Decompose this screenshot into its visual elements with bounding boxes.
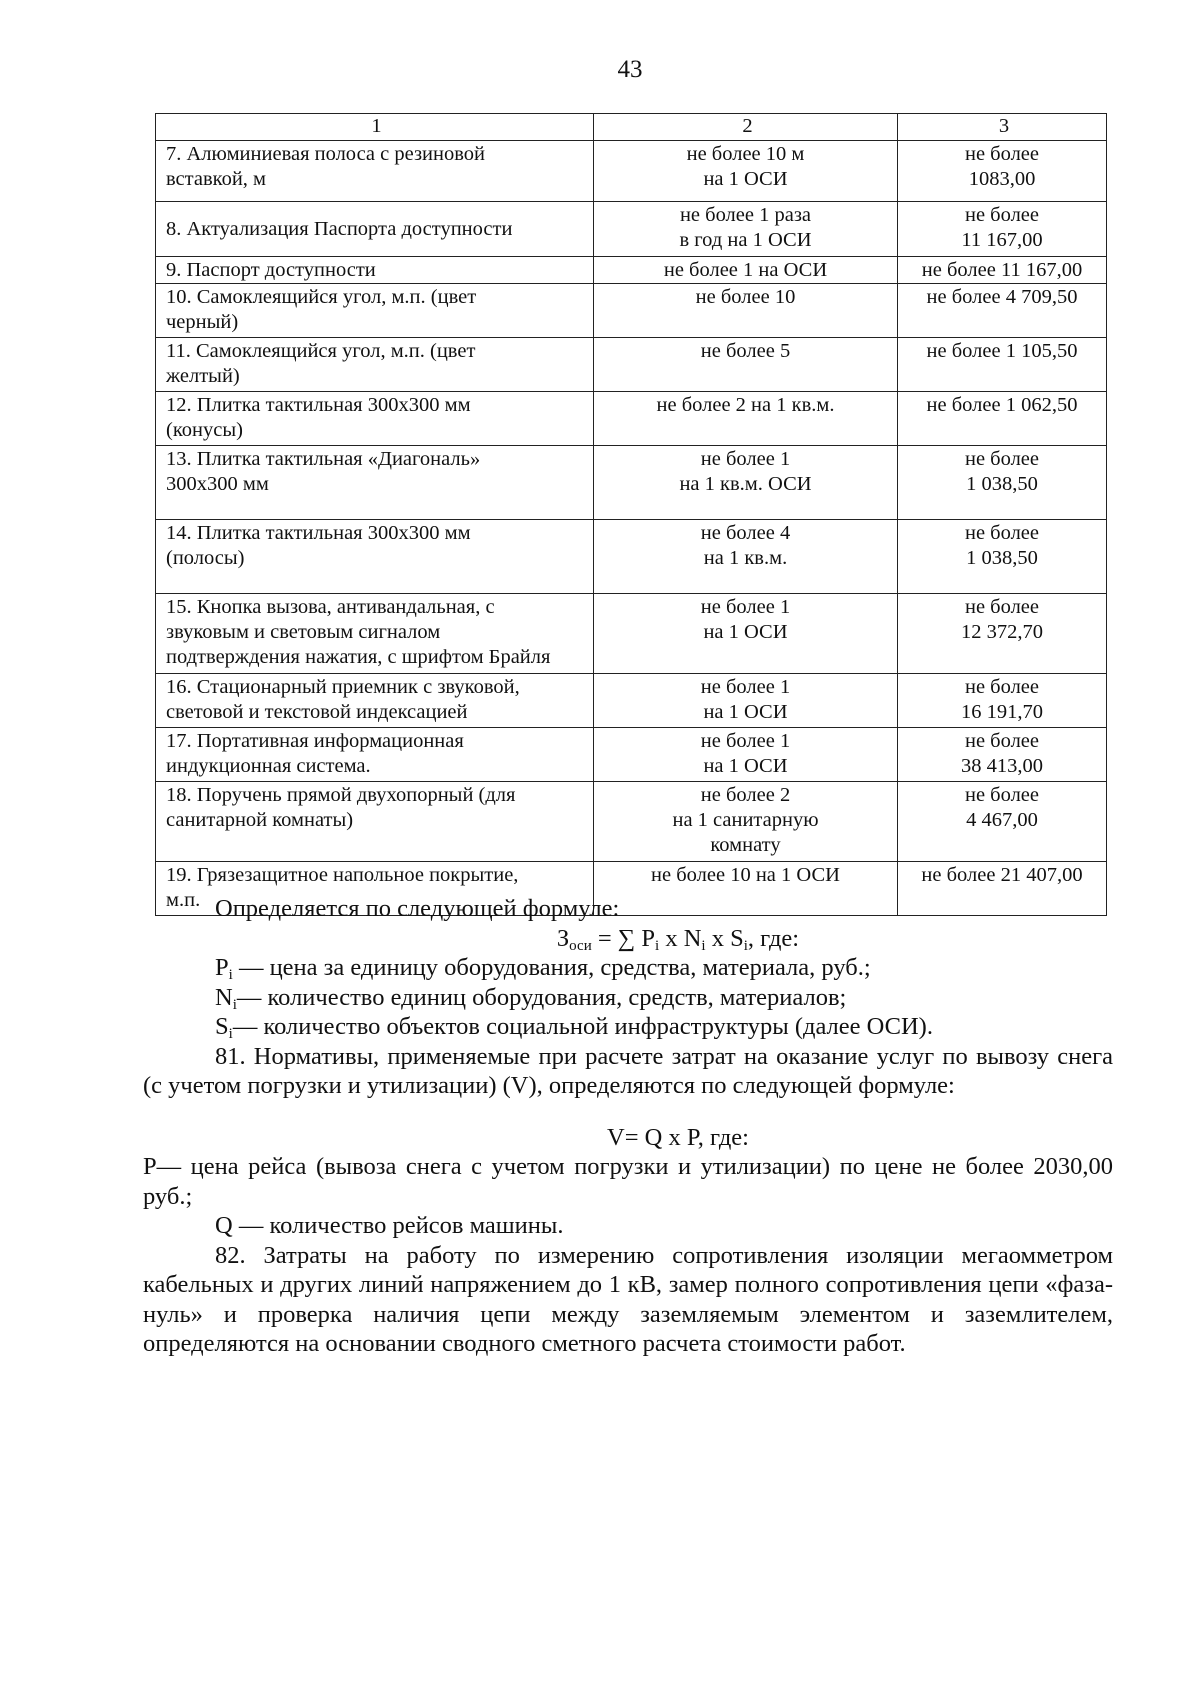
cell-line: 1083,00 xyxy=(968,168,1036,190)
table-row xyxy=(156,284,1107,338)
cell-line: 16 191,70 xyxy=(961,701,1043,723)
table-row xyxy=(156,728,1107,782)
cell-line: комнату xyxy=(710,834,781,856)
table-cell-col-2 xyxy=(594,594,898,674)
cell-line: 13. Плитка тактильная «Диагональ» xyxy=(166,448,481,470)
definition-n: $N_i—$ количество единиц оборудования, средств, материалов; xyxy=(215,983,847,1013)
table-cell-col-1 xyxy=(156,141,594,202)
cell-line: не более xyxy=(964,676,1040,698)
table-row xyxy=(156,594,1107,674)
cell-line: не более 1 на ОСИ xyxy=(663,259,828,281)
paragraph-82: 82. Затраты на работу по измерению сопротивления изоляции мегаомметром кабельных и других линий напряжением до 1 кВ, замер полного сопротивления цепи «фаза-нуль» и проверка наличия цепи между заземляемым элементом и заземлителем, определяются на основании сводного сметного расчета стоимости работ. xyxy=(143,1241,1113,1357)
cell-line: 11. Самоклеящийся угол, м.п. (цвет xyxy=(166,340,476,362)
table-cell-col-3 xyxy=(898,284,1107,338)
table-cell-col-1 xyxy=(156,446,594,520)
cell-line: не более xyxy=(964,784,1040,806)
cell-line: не более 10 м xyxy=(686,143,805,165)
table-row xyxy=(156,257,1107,284)
table-cell-col-1 xyxy=(156,674,594,728)
cell-line: не более 11 167,00 xyxy=(921,259,1083,281)
header-col-3: 3 xyxy=(898,114,1107,141)
table-row xyxy=(156,782,1107,862)
table-cell-col-1 xyxy=(156,728,594,782)
table-header-row xyxy=(156,114,1107,141)
table-row xyxy=(156,674,1107,728)
norms-table xyxy=(155,113,1107,916)
cell-line: на 1 ОСИ xyxy=(703,755,788,777)
cell-line: не более 10 на 1 ОСИ xyxy=(651,864,840,886)
cell-line: 12 372,70 xyxy=(961,621,1043,643)
definition-q: Q — количество рейсов машины. xyxy=(215,1212,564,1239)
cell-line: 14. Плитка тактильная 300x300 мм xyxy=(166,522,471,544)
table-cell-col-1 xyxy=(156,338,594,392)
cell-line: не более xyxy=(964,522,1040,544)
table-cell-col-3 xyxy=(898,338,1107,392)
cell-line: не более 1 062,50 xyxy=(926,394,1078,416)
cell-line: 38 413,00 xyxy=(961,755,1043,777)
cell-line: 7. Алюминиевая полоса с резиновой xyxy=(166,143,486,165)
table-cell-col-2 xyxy=(594,446,898,520)
cell-line: (конусы) xyxy=(166,419,243,441)
table-cell-col-1 xyxy=(156,392,594,446)
cell-line: на 1 ОСИ xyxy=(703,621,788,643)
table-cell-col-3 xyxy=(898,202,1107,257)
cell-line: 10. Самоклеящийся угол, м.п. (цвет xyxy=(166,286,477,308)
cell-line: индукционная система. xyxy=(166,755,371,777)
definition-price: P— цена рейса (вывоза снега с учетом погрузки и утилизации) по цене не более 2030,00 руб.; xyxy=(143,1153,1113,1210)
table-cell-col-3 xyxy=(898,446,1107,520)
table-cell-col-2 xyxy=(594,674,898,728)
cell-line: не более 1 xyxy=(700,676,791,698)
cell-line: не более 1 xyxy=(700,730,791,752)
cell-line: на 1 ОСИ xyxy=(703,168,788,190)
formula-intro: Определяется по следующей формуле: xyxy=(215,895,620,922)
cell-line: вставкой, м xyxy=(166,168,267,190)
cost-formula: $З_{оси}$ = ∑ $P_i$ x $N_i$ x $S_i$, где: xyxy=(556,924,800,954)
snow-formula: V= Q x P, где: xyxy=(607,1123,749,1151)
cell-line: 11 167,00 xyxy=(961,229,1043,251)
cell-line: черный) xyxy=(166,311,239,333)
table-cell-col-3 xyxy=(898,782,1107,862)
table-row xyxy=(156,446,1107,520)
cell-line: подтверждения нажатия, с шрифтом Брайля xyxy=(166,646,551,668)
table-cell-col-1 xyxy=(156,284,594,338)
cell-line: 300x300 мм xyxy=(166,473,269,495)
body-text xyxy=(143,894,1113,1359)
cell-line: м.п. xyxy=(166,889,201,911)
cell-line: (полосы) xyxy=(166,547,245,569)
table-row xyxy=(156,338,1107,392)
cell-line: не более xyxy=(964,143,1040,165)
cell-line: 8. Актуализация Паспорта доступности xyxy=(166,218,513,240)
cell-line: не более 10 xyxy=(695,286,796,308)
definition-p: $P_i$ — цена за единицу оборудования, средства, материала, руб.; xyxy=(215,954,871,983)
table-cell-col-3 xyxy=(898,674,1107,728)
table-row xyxy=(156,392,1107,446)
table-cell-col-2 xyxy=(594,392,898,446)
table-cell-col-1 xyxy=(156,202,594,257)
cell-line: в год на 1 ОСИ xyxy=(679,229,812,251)
cell-line: не более 5 xyxy=(700,340,791,362)
cell-line: желтый) xyxy=(166,365,240,387)
table-cell-col-3 xyxy=(898,257,1107,284)
paragraph-81: 81. Нормативы, применяемые при расчете затрат на оказание услуг по вывозу снега (с учетом погрузки и утилизации) (V), определяются по следующей формуле: xyxy=(143,1042,1113,1099)
table-row xyxy=(156,141,1107,202)
table-cell-col-2 xyxy=(594,338,898,392)
page-number: 43 xyxy=(617,56,643,83)
cell-line: не более 4 709,50 xyxy=(926,286,1078,308)
cell-line: 17. Портативная информационная xyxy=(166,730,464,752)
table-cell-col-2 xyxy=(594,257,898,284)
cell-line: на 1 ОСИ xyxy=(703,701,788,723)
table-cell-col-3 xyxy=(898,728,1107,782)
cell-line: 15. Кнопка вызова, антивандальная, с xyxy=(166,596,495,618)
cell-line: 12. Плитка тактильная 300x300 мм xyxy=(166,394,471,416)
table-cell-col-2 xyxy=(594,141,898,202)
cell-line: не более 2 на 1 кв.м. xyxy=(656,394,835,416)
cell-line: не более xyxy=(964,596,1040,618)
cell-line: световой и текстовой индексацией xyxy=(166,701,468,723)
cell-line: не более 21 407,00 xyxy=(921,864,1083,886)
table-cell-col-1 xyxy=(156,257,594,284)
table-cell-col-1 xyxy=(156,782,594,862)
cell-line: не более 1 105,50 xyxy=(926,340,1078,362)
table-cell-col-2 xyxy=(594,202,898,257)
table-cell-col-1 xyxy=(156,520,594,594)
cell-line: 19. Грязезащитное напольное покрытие, xyxy=(166,864,519,886)
definition-s: $S_i—$ количество объектов социальной инфраструктуры (далее ОСИ). xyxy=(215,1013,933,1042)
table-cell-col-1 xyxy=(156,594,594,674)
cell-line: 4 467,00 xyxy=(966,809,1038,831)
table-cell-col-2 xyxy=(594,728,898,782)
cell-line: 1 038,50 xyxy=(966,547,1038,569)
cell-line: не более 1 xyxy=(700,596,791,618)
cell-line: не более 2 xyxy=(700,784,791,806)
cell-line: не более xyxy=(964,448,1040,470)
table-cell-col-3 xyxy=(898,520,1107,594)
table-row xyxy=(156,202,1107,257)
cell-line: не более xyxy=(964,730,1040,752)
cell-line: не более 4 xyxy=(700,522,791,544)
table-cell-col-2 xyxy=(594,520,898,594)
cell-line: 16. Стационарный приемник с звуковой, xyxy=(166,676,520,698)
cell-line: на 1 кв.м. xyxy=(703,547,788,569)
cell-line: на 1 кв.м. ОСИ xyxy=(679,473,812,495)
table-cell-col-3 xyxy=(898,594,1107,674)
header-col-1: 1 xyxy=(156,114,594,141)
table-cell-col-3 xyxy=(898,141,1107,202)
cell-line: 9. Паспорт доступности xyxy=(166,259,376,281)
cell-line: звуковым и световым сигналом xyxy=(166,621,441,643)
header-col-2: 2 xyxy=(594,114,898,141)
cell-line: на 1 санитарную xyxy=(672,809,819,831)
table-cell-col-2 xyxy=(594,284,898,338)
cell-line: 1 038,50 xyxy=(966,473,1038,495)
cell-line: 18. Поручень прямой двухопорный (для xyxy=(166,784,516,806)
table-cell-col-3 xyxy=(898,392,1107,446)
cell-line: санитарной комнаты) xyxy=(166,809,354,831)
cell-line: не более 1 раза xyxy=(679,204,812,226)
cell-line: не более xyxy=(964,204,1040,226)
table-row xyxy=(156,520,1107,594)
cell-line: не более 1 xyxy=(700,448,791,470)
table-cell-col-2 xyxy=(594,782,898,862)
